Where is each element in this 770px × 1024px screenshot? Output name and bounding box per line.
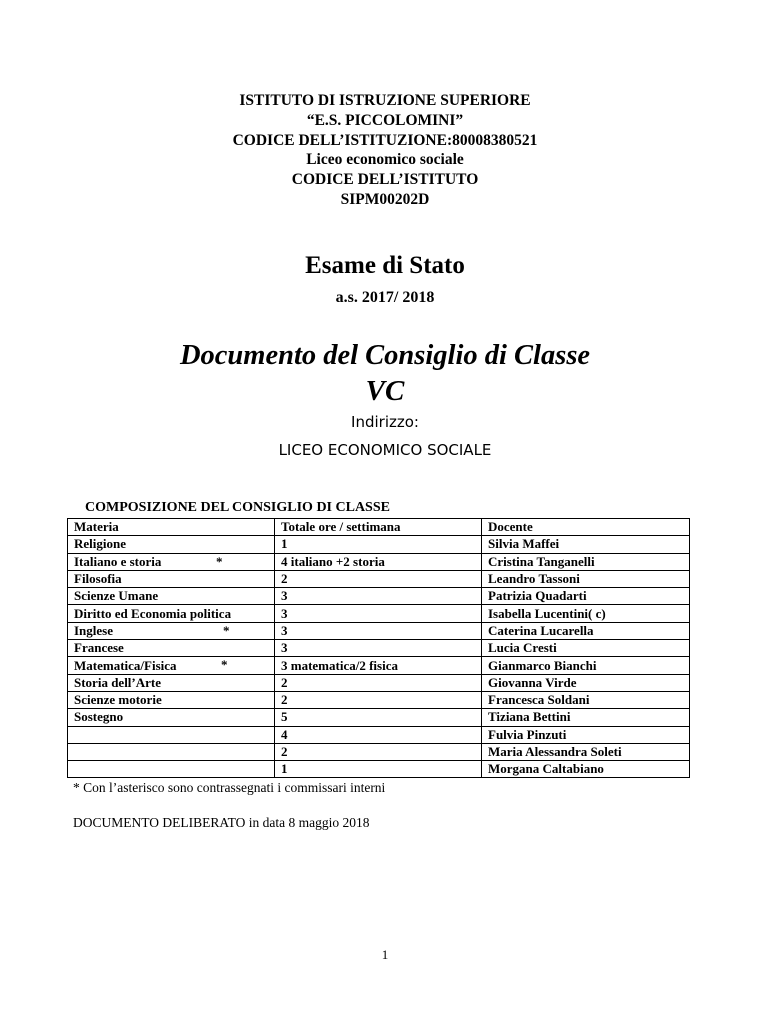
hours-cell: 2 (275, 674, 482, 691)
subject-text: Scienze Umane (74, 588, 159, 604)
council-title: COMPOSIZIONE DEL CONSIGLIO DI CLASSE (85, 500, 390, 515)
council-table (67, 518, 690, 778)
commissioner-asterisk: * (223, 622, 230, 638)
class-name: VC (365, 375, 405, 407)
teacher-cell: Francesca Soldani (482, 691, 690, 708)
subject-cell (68, 691, 275, 708)
asterisk-footnote: * Con l’asterisco sono contrassegnati i commissari interni (73, 780, 386, 795)
hours-cell: 2 (275, 570, 482, 587)
school-track: Liceo economico sociale (306, 151, 464, 169)
subject-cell (68, 536, 275, 553)
table-row (68, 743, 690, 760)
school-name: “E.S. PICCOLOMINI” (306, 111, 464, 129)
institute-code-label: CODICE DELL’ISTITUTO (291, 171, 479, 189)
institution-code: CODICE DELL’ISTITUZIONE:80008380521 (232, 131, 538, 149)
commissioner-asterisk: * (216, 553, 223, 569)
commissioner-asterisk: * (221, 657, 228, 673)
school-header (0, 91, 770, 210)
exam-title: Esame di Stato (305, 252, 465, 279)
teacher-cell: Giovanna Virde (482, 674, 690, 691)
table-row (68, 588, 690, 605)
subject-text: Filosofia (74, 571, 122, 587)
table-row (68, 622, 690, 639)
table-row (68, 657, 690, 674)
subject-cell (68, 674, 275, 691)
teacher-cell: Tiziana Bettini (482, 709, 690, 726)
subject-cell (68, 657, 275, 674)
table-row (68, 605, 690, 622)
subject-cell (68, 622, 275, 639)
subject-cell (68, 588, 275, 605)
table-row (68, 640, 690, 657)
subject-cell (68, 743, 275, 760)
table-row (68, 726, 690, 743)
subject-cell (68, 726, 275, 743)
page-number: 1 (381, 947, 389, 962)
hours-cell: 3 (275, 605, 482, 622)
table-row (68, 691, 690, 708)
hours-cell: 3 matematica/2 fisica (275, 657, 482, 674)
table-header-row (68, 519, 690, 536)
subject-cell (68, 640, 275, 657)
subject-text: Italiano e storia (74, 553, 162, 569)
subject-text: Inglese (74, 622, 113, 638)
institute-code: SIPM00202D (340, 190, 430, 208)
indirizzo-label: Indirizzo: (351, 413, 419, 431)
subject-cell (68, 605, 275, 622)
hours-cell: 2 (275, 743, 482, 760)
school-type: ISTITUTO DI ISTRUZIONE SUPERIORE (239, 92, 531, 109)
hours-cell: 3 (275, 640, 482, 657)
subject-cell (68, 570, 275, 587)
subject-text: Sostegno (74, 709, 124, 725)
table-row (68, 709, 690, 726)
document-title: Documento del Consiglio di Classe (179, 340, 591, 371)
school-year: a.s. 2017/ 2018 (335, 289, 435, 306)
subject-text: Diritto ed Economia politica (74, 605, 232, 621)
hours-cell: 1 (275, 761, 482, 778)
subject-text: Francese (74, 640, 124, 656)
table-row (68, 536, 690, 553)
hours-cell: 5 (275, 709, 482, 726)
indirizzo-value: LICEO ECONOMICO SOCIALE (278, 441, 492, 459)
table-row (68, 761, 690, 778)
subject-cell (68, 709, 275, 726)
teacher-cell: Silvia Maffei (482, 536, 690, 553)
teacher-cell: Patrizia Quadarti (482, 588, 690, 605)
subject-text: Storia dell’Arte (74, 674, 162, 690)
teacher-cell: Maria Alessandra Soleti (482, 743, 690, 760)
teacher-cell: Lucia Cresti (482, 640, 690, 657)
teacher-cell: Cristina Tanganelli (482, 553, 690, 570)
table-row (68, 553, 690, 570)
hours-cell: 3 (275, 622, 482, 639)
subject-text: Religione (74, 536, 126, 552)
teacher-cell: Isabella Lucentini( c) (482, 605, 690, 622)
subject-text: Scienze motorie (74, 692, 162, 708)
hours-cell: 4 italiano +2 storia (275, 553, 482, 570)
hours-cell: 4 (275, 726, 482, 743)
subject-cell (68, 553, 275, 570)
subject-cell (68, 761, 275, 778)
hours-cell: 3 (275, 588, 482, 605)
teacher-cell: Gianmarco Bianchi (482, 657, 690, 674)
teacher-cell: Leandro Tassoni (482, 570, 690, 587)
hours-cell: 2 (275, 691, 482, 708)
header-teacher: Docente (482, 519, 690, 536)
hours-cell: 1 (275, 536, 482, 553)
deliberation-date: DOCUMENTO DELIBERATO in data 8 maggio 2018 (73, 815, 370, 830)
teacher-cell: Caterina Lucarella (482, 622, 690, 639)
header-hours: Totale ore / settimana (275, 519, 482, 536)
header-subject: Materia (68, 519, 275, 536)
teacher-cell: Morgana Caltabiano (482, 761, 690, 778)
table-row (68, 570, 690, 587)
teacher-cell: Fulvia Pinzuti (482, 726, 690, 743)
table-row (68, 674, 690, 691)
subject-text: Matematica/Fisica (74, 657, 177, 673)
